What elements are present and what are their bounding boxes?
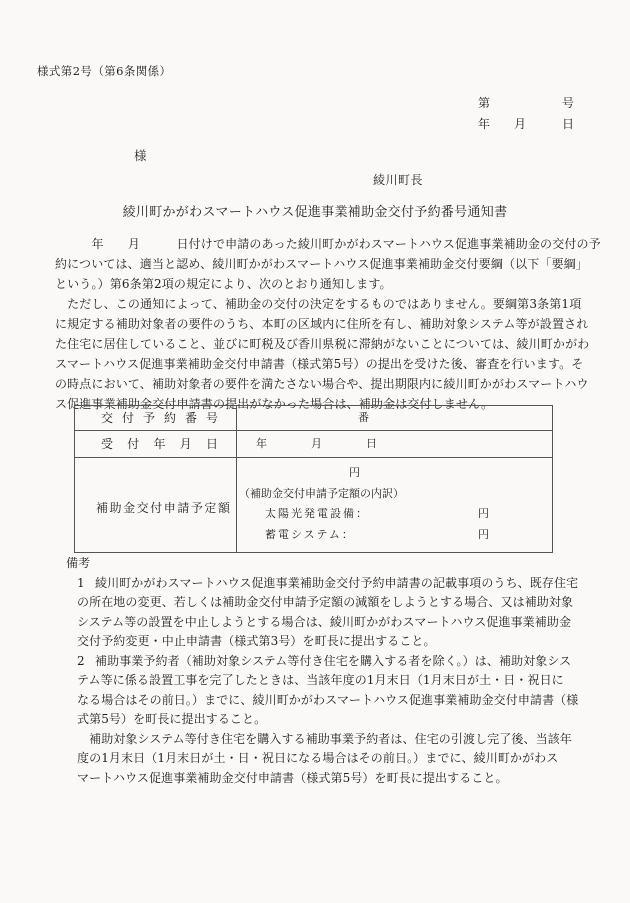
body-p2-line: スマートハウス促進事業補助金交付申請書（様式第5号）の提出を受けた後、審査を行います。そ — [55, 357, 584, 371]
document-title: 綾川町かがわスマートハウス促進事業補助金交付予約番号通知書 — [122, 205, 508, 220]
reception-date-value: 年 月 日 — [256, 437, 377, 450]
amount-unit: 円 — [349, 466, 360, 479]
table-row — [75, 430, 552, 457]
solar-row — [237, 504, 552, 525]
remark-line: 式第5号）を町長に提出すること。 — [77, 712, 267, 726]
remark-line: システム等の設置を中止しようとする場合は、綾川町かがわスマートハウス促進事業補助金 — [77, 614, 572, 629]
body-p2-line: ただし、この通知によって、補助金の交付の決定をするものではありません。要綱第3条第1項 — [55, 297, 582, 311]
addressee-suffix: 様 — [134, 148, 147, 163]
planned-amount-cell — [237, 458, 552, 552]
form-label: 様式第2号（第6条関係） — [37, 64, 172, 78]
remarks-item-1 — [77, 574, 578, 652]
body-text — [55, 234, 601, 414]
planned-amount-label: 補助金交付申請予定額 — [75, 458, 237, 552]
remark-line: 交付予約変更・中止申請書（様式第3号）を町長に提出すること。 — [77, 634, 436, 648]
battery-label: 蓄電システム： — [265, 527, 355, 541]
remark-line: なる場合はその前日。）までに、綾川町かがわスマートハウス促進事業補助金交付申請書（様 — [77, 692, 579, 707]
remark-line: マートハウス促進事業補助金交付申請書（様式第5号）を町長に提出すること。 — [77, 770, 508, 785]
sender-title: 綾川町長 — [373, 173, 424, 187]
body-p2-line: ス促進事業補助金交付申請書の提出がなかった場合は、補助金は交付しません。 — [55, 397, 494, 411]
battery-row — [237, 525, 552, 546]
remark-line: 補助事業予約者（補助対象システム等付き住宅を購入する者を除く。）は、補助対象シス — [95, 653, 572, 668]
solar-unit: 円 — [478, 507, 489, 520]
remark-line: テム等に係る設置工事を完了したときは、当該年度の1月末日（1月末日が土・日・祝日に — [77, 673, 564, 687]
body-p1-line: 約については、適当と認め、綾川町かがわスマートハウス促進事業補助金交付要綱（以下「要綱」 — [55, 257, 589, 271]
reservation-number-value: 番 — [358, 411, 369, 424]
body-p1-line: という。）第6条第2項の規定により、次のとおり通知します。 — [55, 277, 392, 291]
battery-unit: 円 — [478, 527, 489, 541]
remark-line: 補助対象システム等付き住宅を購入する補助事業予約者は、住宅の引渡し完了後、当該年 — [77, 731, 572, 746]
body-p2-line: に規定する補助対象者の要件のうち、本町の区域内に住所を有し、補助対象システム等が設置され — [55, 317, 589, 331]
table-row — [75, 457, 552, 552]
remark-number: 2 — [77, 653, 85, 668]
body-p1-line: 年 月 日付けで申請のあった綾川町かがわスマートハウス促進事業補助金の交付の予 — [55, 237, 601, 251]
notice-table — [74, 405, 553, 553]
header-right-block — [478, 93, 574, 135]
body-p2-line: の時点において、補助対象者の要件を満たさない場合や、提出期限内に綾川町かがわスマートハウ — [55, 377, 589, 391]
body-p2-line: た住宅に居住していること、並びに町税及び香川県税に滞納がないことについては、綾川町かがわ — [55, 337, 590, 351]
remark-line: 綾川町かがわスマートハウス促進事業補助金交付予約申請書の記載事項のうち、既存住宅 — [95, 575, 579, 590]
reservation-number-label: 交付予約番号 — [75, 406, 237, 430]
doc-number-line: 第 号 — [478, 96, 575, 110]
remark-line: 度の1月末日（1月末日が土・日・祝日になる場合はその前日。）までに、綾川町かがわス — [77, 751, 559, 765]
remarks-section — [66, 554, 578, 788]
remark-number: 1 — [77, 575, 85, 590]
reception-date-label: 受付年月日 — [75, 431, 237, 457]
date-line: 年 月 日 — [478, 117, 575, 131]
remarks-item-2 — [77, 652, 578, 789]
breakdown-title: （補助金交付申請予定額の内訳） — [239, 486, 404, 500]
remarks-heading: 備考 — [66, 556, 91, 570]
remark-line: の所在地の変更、若しくは補助金交付申請予定額の減額をしようとする場合、又は補助対象 — [77, 595, 574, 609]
table-row — [75, 406, 552, 430]
solar-label: 太陽光発電設備： — [265, 507, 369, 520]
